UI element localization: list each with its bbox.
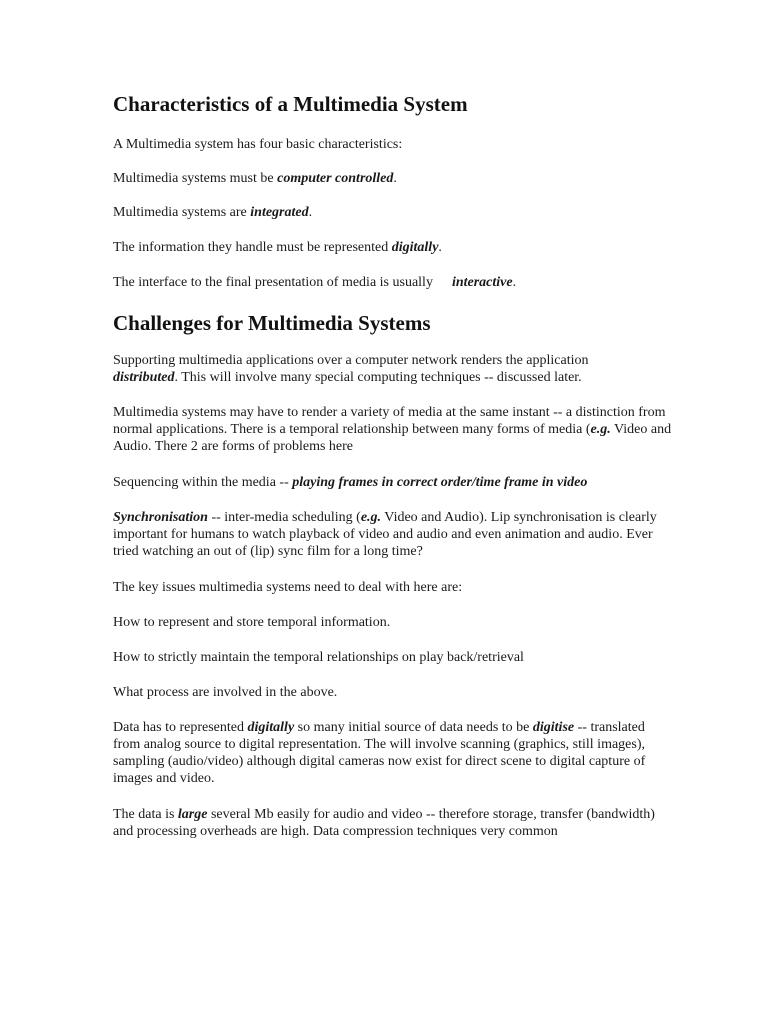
item-emphasis: digitally [391, 240, 439, 255]
item-punct: . [308, 205, 313, 220]
item-text: The information they handle must be represented [113, 240, 392, 255]
paragraph-issue-represent: How to represent and store temporal information. [113, 615, 391, 630]
paragraph-emphasis: distributed [113, 370, 175, 385]
paragraph-emphasis: e.g. [590, 422, 611, 437]
paragraph-emphasis: large [177, 807, 208, 822]
item-text: Multimedia systems must be [113, 171, 278, 186]
item-emphasis: interactive [451, 275, 513, 290]
characteristic-item [113, 274, 673, 291]
item-punct: . [438, 240, 442, 255]
paragraph-emphasis: digitise [532, 720, 575, 735]
paragraph-issue-maintain: How to strictly maintain the temporal relationships on play back/retrieval [113, 650, 524, 665]
section-heading-characteristics: Characteristics of a Multimedia System [113, 92, 468, 116]
item-emphasis: computer controlled [277, 171, 394, 186]
paragraph-text: Sequencing within the media -- [113, 475, 293, 490]
section-heading-challenges: Challenges for Multimedia Systems [113, 311, 431, 335]
paragraph-emphasis: playing frames in correct order/time frame in video [292, 475, 588, 490]
intro-paragraph: A Multimedia system has four basic characteristics: [113, 137, 403, 152]
paragraph-emphasis: Synchronisation [113, 510, 208, 525]
paragraph-text: so many initial source of data needs to be [294, 720, 533, 735]
paragraph-text: . This will involve many special computing techniques -- discussed later. [174, 370, 582, 385]
paragraph-emphasis: digitally [247, 720, 295, 735]
paragraph-emphasis: e.g. [360, 510, 382, 525]
paragraph-text: Supporting multimedia applications over a computer network renders the application [113, 353, 589, 368]
paragraph-issue-process: What process are involved in the above. [113, 685, 338, 700]
paragraph-text: Video and Audio). Lip synchronisation is clearly important for humans to watch playback of video and audio and even animation and audio. Ever tried watching an out of (lip) sync film for a long time? [113, 510, 657, 559]
paragraph-synchronisation [113, 509, 673, 560]
paragraph-text: Data has to represented [113, 720, 248, 735]
paragraph-text: -- translated from analog source to digital representation. The will involve scanning (graphics, still images), sampling (audio/video) although digital cameras now exist for direct scene to digital capture of images and video. [113, 720, 646, 786]
paragraph-text: The data is [113, 807, 178, 822]
item-text: Multimedia systems are [113, 205, 251, 220]
paragraph-distributed [113, 352, 673, 386]
item-text: The interface to the final presentation of media is usually [113, 275, 433, 290]
paragraph-text: Multimedia systems may have to render a variety of media at the same instant -- a distinction from normal applications. There is a temporal relationship between many forms of media ( [113, 405, 666, 437]
paragraph-text: -- inter-media scheduling ( [207, 510, 361, 525]
paragraph-text: Video and Audio. There 2 are forms of problems here [113, 422, 672, 454]
paragraph-sequencing [113, 474, 673, 491]
paragraph-text: several Mb easily for audio and video -- therefore storage, transfer (bandwidth) and processing overheads are high. Data compression techniques very common [113, 807, 655, 839]
paragraph-digitise [113, 719, 673, 787]
characteristic-item [113, 170, 673, 187]
characteristic-item [113, 204, 673, 221]
paragraph-key-issues: The key issues multimedia systems need to deal with here are: [113, 580, 463, 595]
characteristic-item [113, 239, 673, 256]
item-emphasis: integrated [250, 205, 309, 220]
item-punct: . [512, 275, 517, 290]
item-punct: . [393, 171, 397, 186]
paragraph-temporal [113, 404, 673, 455]
paragraph-large-data [113, 806, 673, 840]
